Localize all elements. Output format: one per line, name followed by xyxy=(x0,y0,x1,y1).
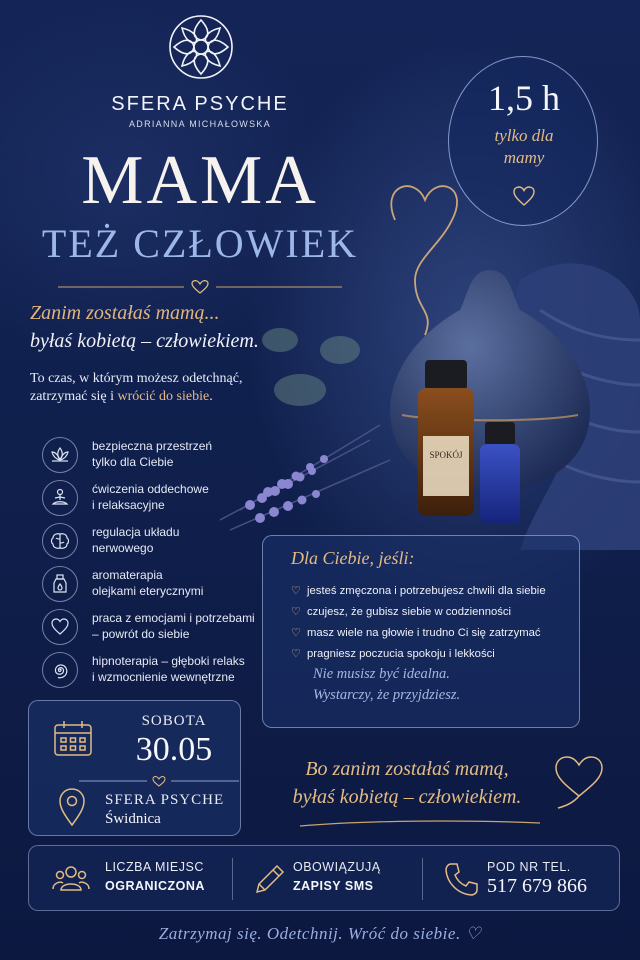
event-card xyxy=(28,700,241,836)
heart-divider xyxy=(79,775,239,787)
divider xyxy=(422,858,423,900)
main-title: MAMA xyxy=(81,142,319,219)
intro-highlight: wrócić do siebie xyxy=(117,389,210,404)
duration-value: 1,5 h xyxy=(488,78,560,118)
duration-note: tylko dla mamy xyxy=(494,126,554,167)
info-bar xyxy=(28,845,620,911)
feature-item: bezpieczna przestrzeń tylko dla Ciebie xyxy=(42,437,292,475)
heart-bullet-icon: ♡ xyxy=(291,648,301,660)
heart-bullet-icon: ♡ xyxy=(291,627,301,639)
list-item: ♡ czujesz, że gubisz siebie w codzienności xyxy=(291,605,512,618)
oil-drop-icon xyxy=(49,573,71,595)
event-city: Świdnica xyxy=(105,811,161,827)
signup-label: OBOWIĄZUJĄ xyxy=(293,860,381,874)
brain-icon xyxy=(49,530,71,552)
heart-icon: ♡ xyxy=(465,924,482,943)
seats-label: LICZBA MIEJSC xyxy=(105,860,204,874)
duration-badge xyxy=(448,56,598,226)
lead-line-2: byłaś kobietą – człowiekiem. xyxy=(30,330,259,352)
heart-divider xyxy=(58,278,342,296)
pencil-icon xyxy=(249,860,289,898)
spiral-icon xyxy=(49,659,71,681)
footer-slogan: Zatrzymaj się. Odetchnij. Wróć do siebie. ♡ xyxy=(158,924,482,943)
group-people-icon xyxy=(51,860,91,898)
for-you-note: Nie musisz być idealna. Wystarczy, że przyjdziesz. xyxy=(313,666,461,703)
phone-label: POD NR TEL. xyxy=(487,860,571,874)
feature-item: hipnoterapia – głęboki relaks i wzmocnienie wewnętrzne xyxy=(42,652,292,690)
list-item: ♡ pragniesz poczucia spokoju i lekkości xyxy=(291,647,495,660)
bottle-label: SPOKÓJ xyxy=(429,450,463,460)
feature-item: regulacja układu nerwowego xyxy=(42,523,292,561)
phone-icon xyxy=(441,860,481,898)
event-place: SFERA PSYCHE xyxy=(105,792,225,808)
location-pin-icon xyxy=(57,787,87,827)
brand-owner: ADRIANNA MICHAŁOWSKA xyxy=(128,119,272,129)
phone-number[interactable]: 517 679 866 xyxy=(487,875,587,897)
signup-value: ZAPISY SMS xyxy=(293,879,374,893)
seats-value: OGRANICZONA xyxy=(105,879,205,893)
feature-item: aromaterapia olejkami eterycznymi xyxy=(42,566,292,604)
event-day: SOBOTA xyxy=(141,713,207,729)
meditation-icon xyxy=(49,487,71,509)
quote-line-2: byłaś kobietą – człowiekiem. xyxy=(292,786,522,808)
calendar-icon xyxy=(53,719,93,757)
feature-item: praca z emocjami i potrzebami – powrót do siebie xyxy=(42,609,292,647)
subtitle: TEŻ CZŁOWIEK xyxy=(41,221,359,266)
heart-bullet-icon: ♡ xyxy=(291,585,301,597)
list-item: ♡ jesteś zmęczona i potrzebujesz chwili dla siebie xyxy=(291,584,546,597)
feature-item: ćwiczenia oddechowe i relaksacyjne xyxy=(42,480,292,518)
intro-text: To czas, w którym możesz odetchnąć, zatrzymać się i wrócić do siebie. xyxy=(30,371,243,404)
brand-name: SFERA PSYCHE xyxy=(111,93,289,115)
lead-line-1: Zanim zostałaś mamą... xyxy=(30,302,220,324)
heart-outline-icon xyxy=(552,752,606,812)
for-you-list xyxy=(291,580,546,664)
lotus-icon xyxy=(49,444,71,466)
heart-icon xyxy=(49,616,71,638)
list-item: ♡ masz wiele na głowie i trudno Ci się zatrzymać xyxy=(291,626,541,639)
divider xyxy=(232,858,233,900)
heart-bullet-icon: ♡ xyxy=(291,606,301,618)
event-date: 30.05 xyxy=(135,731,213,768)
for-you-panel xyxy=(262,535,580,728)
quote-underline xyxy=(300,818,540,828)
flower-logo-icon xyxy=(168,14,234,80)
heart-icon xyxy=(512,185,536,207)
for-you-heading: Dla Ciebie, jeśli: xyxy=(291,548,415,568)
quote-line-1: Bo zanim zostałaś mamą, xyxy=(305,758,509,780)
